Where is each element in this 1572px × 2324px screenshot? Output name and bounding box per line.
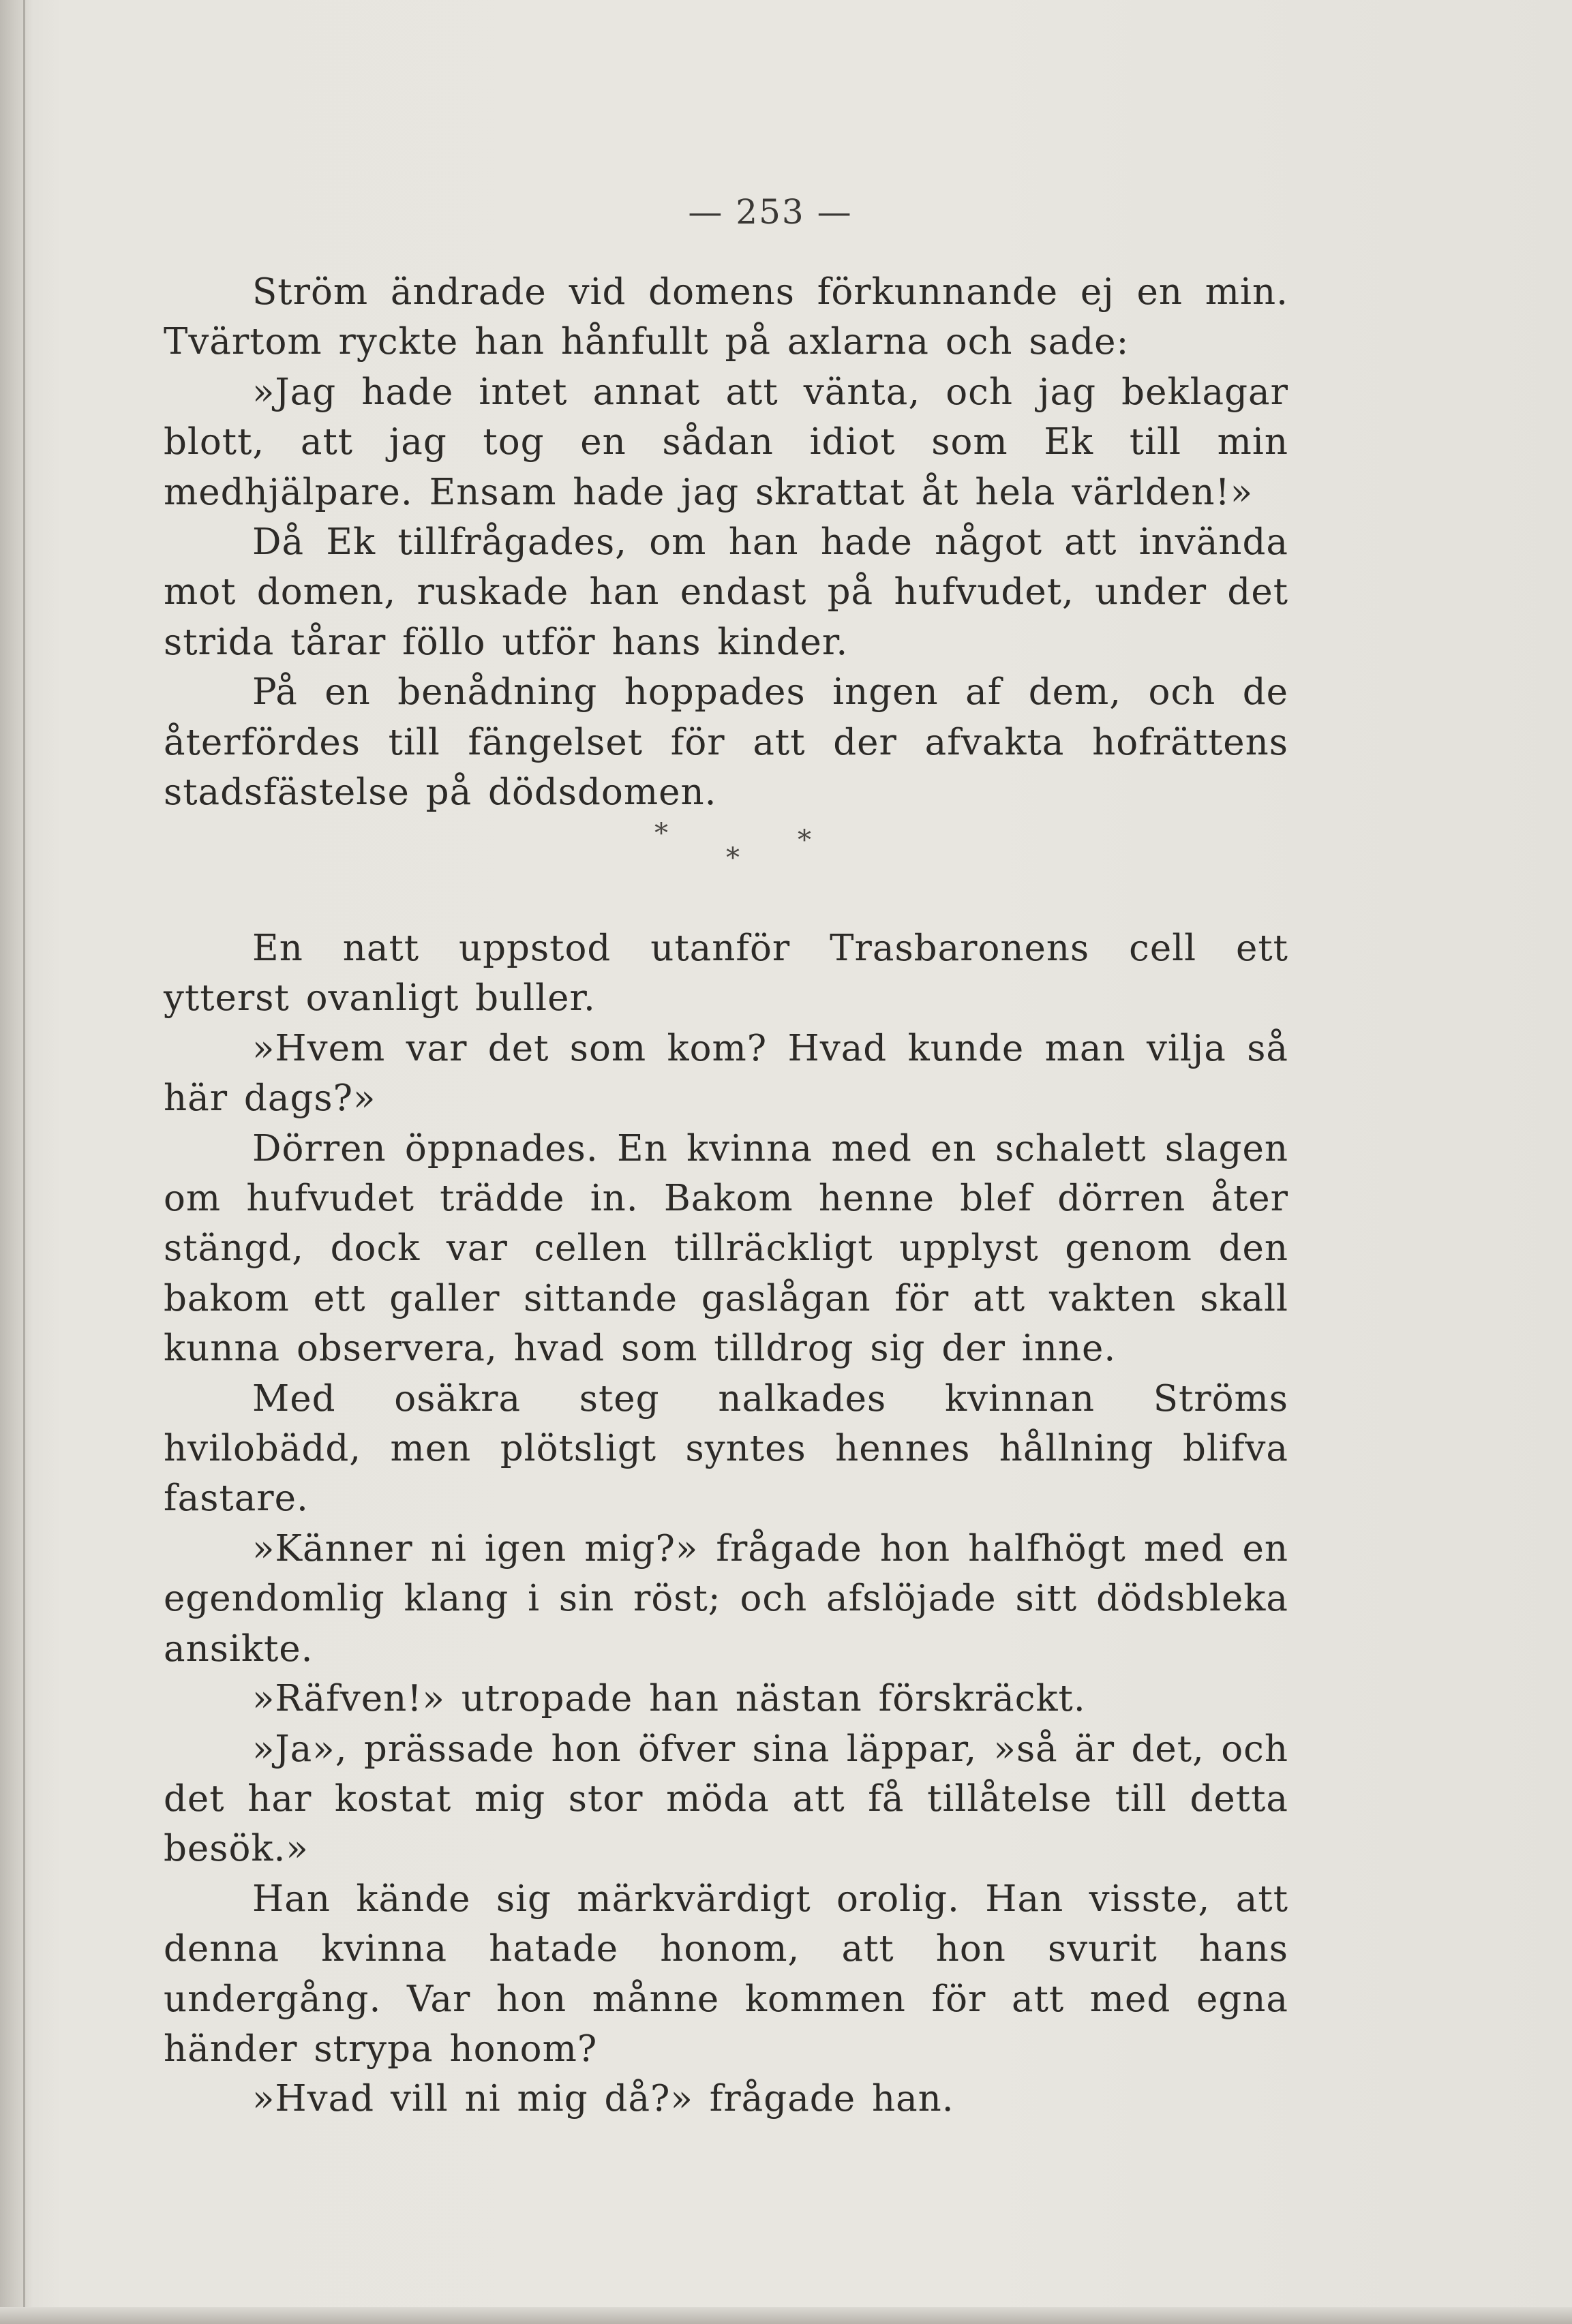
paragraph: »Hvem var det som kom? Hvad kunde man vilja så här dags?»: [164, 1027, 1288, 1120]
body-text-lower: [164, 923, 1288, 2124]
page-bottom-edge: [0, 2307, 1572, 2324]
paragraph: Dörren öppnades. En kvinna med en schalett slagen om hufvudet trädde in. Bakom henne blef dörren åter stängd, dock var cellen tillräckligt upplyst genom den bakom ett galler sittande gaslågan för att vakten skall kunna observera, hvad som tilldrog sig der inne.: [164, 1127, 1288, 1370]
section-break-star: *: [654, 818, 668, 849]
paragraph: »Jag hade intet annat att vänta, och jag beklagar blott, att jag tog en sådan idiot som Ek till min medhjälpare. Ensam hade jag skrattat åt hela världen!»: [164, 371, 1288, 513]
paragraph: »Ja», prässade hon öfver sina läppar, »så är det, och det har kostat mig stor möda att få tillåtelse till detta besök.»: [164, 1728, 1288, 1870]
paragraph: Med osäkra steg nalkades kvinnan Ströms hvilobädd, men plötsligt syntes hennes hållning blifva fastare.: [164, 1377, 1288, 1520]
section-break: [627, 818, 832, 893]
paragraph: »Räfven!» utropade han nästan förskräckt.: [252, 1678, 1086, 1720]
section-break-star: *: [726, 842, 740, 874]
paragraph: »Hvad vill ni mig då?» frågade han.: [252, 2078, 954, 2120]
section-break-star: *: [798, 825, 811, 856]
paragraph: Han kände sig märkvärdigt orolig. Han visste, att denna kvinna hatade honom, att hon svurit hans undergång. Var hon månne kommen för att med egna händer strypa honom?: [164, 1878, 1288, 2070]
binding-edge-line: [23, 0, 25, 2324]
binding-gutter: [0, 0, 33, 2324]
paragraph: Ström ändrade vid domens förkunnande ej en min. Tvärtom ryckte han hånfullt på axlarna och sade:: [164, 271, 1288, 363]
page-number: — 253 —: [688, 192, 853, 232]
paragraph: »Känner ni igen mig?» frågade hon halfhögt med en egendomlig klang i sin röst; och afslöjade sitt dödsbleka ansikte.: [164, 1527, 1288, 1670]
body-text-upper: [164, 267, 1288, 817]
paragraph: Då Ek tillfrågades, om han hade något att invända mot domen, ruskade han endast på hufvudet, under det strida tårar föllo utför hans kinder.: [164, 521, 1288, 663]
paragraph: En natt uppstod utanför Trasbaronens cell ett ytterst ovanligt buller.: [164, 928, 1288, 1020]
paragraph: På en benådning hoppades ingen af dem, och de återfördes till fängelset för att der afvakta hofrättens stadsfästelse på dödsdomen.: [164, 671, 1288, 814]
